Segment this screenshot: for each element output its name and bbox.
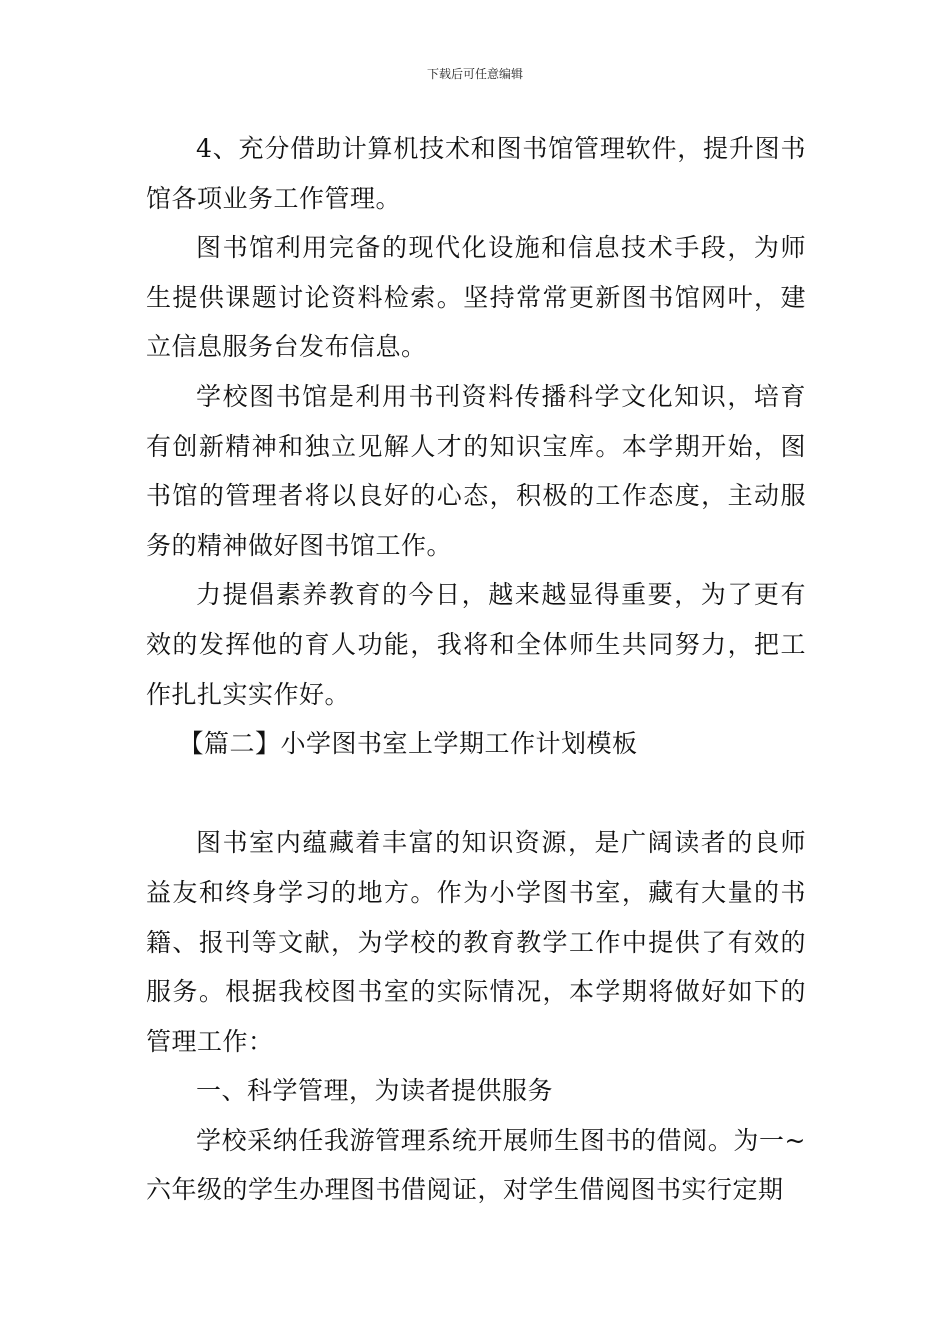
paragraph-education: 力提倡素养教育的今日，越来越显得重要，为了更有效的发挥他的育人功能，我将和全体师生共同努力，把工作扎扎实实作好。 <box>146 580 806 709</box>
section-spacer <box>146 769 806 819</box>
paragraph-borrowing: 学校采纳任我游管理系统开展师生图书的借阅。为一~六年级的学生办理图书借阅证，对学生借阅图书实行定期 <box>146 1125 806 1205</box>
document-body <box>146 124 806 1215</box>
paragraph-software: 4、充分借助计算机技术和图书馆管理软件，提升图书馆各项业务工作管理。 <box>146 134 806 213</box>
paragraph-facilities: 图书馆利用完备的现代化设施和信息技术手段，为师生提供课题讨论资料检索。坚持常常更新图书馆网叶，建立信息服务台发布信息。 <box>146 233 806 362</box>
subheading: 一、科学管理，为读者提供服务 <box>196 1076 554 1106</box>
section-title: 【篇二】小学图书室上学期工作计划模板 <box>178 729 638 759</box>
paragraph-library-role: 学校图书馆是利用书刊资料传播科学文化知识，培育有创新精神和独立见解人才的知识宝库。本学期开始，图书馆的管理者将以良好的心态，积极的工作态度，主动服务的精神做好图书馆工作。 <box>146 381 806 560</box>
paragraph-intro: 图书室内蕴藏着丰富的知识资源，是广阔读者的良师益友和终身学习的地方。作为小学图书室，藏有大量的书籍、报刊等文献，为学校的教育教学工作中提供了有效的服务。根据我校图书室的实际情况，本学期将做好如下的管理工作： <box>146 828 806 1056</box>
header-note: 下载后可任意编辑 <box>426 67 523 81</box>
